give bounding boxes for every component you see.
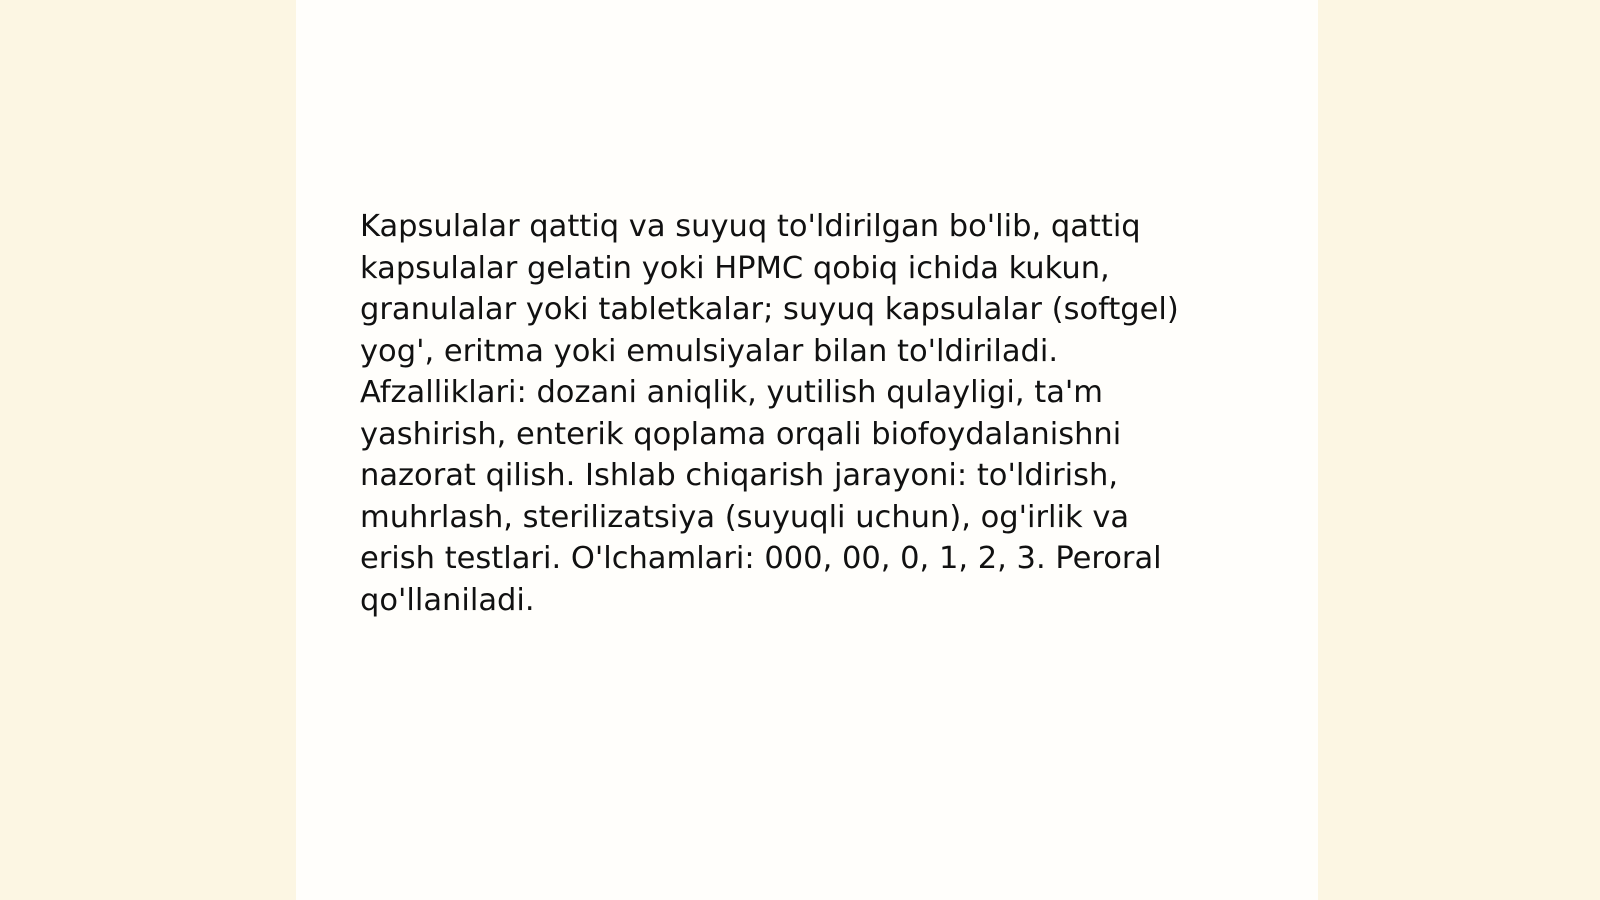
paragraph-line-4: yog', eritma yoki emulsiyalar bilan to'ldiriladi. [360,333,1059,369]
body-paragraph [360,206,1260,621]
paragraph-line-1: Kapsulalar qattiq va suyuq to'ldirilgan bo'lib, qattiq [360,209,1141,244]
paragraph-line-10: qo'llaniladi. [360,582,535,618]
paragraph-line-6: yashirish, enterik qoplama orqali biofoydalanishni [360,416,1122,452]
document-page [296,0,1318,900]
paragraph-line-7: nazorat qilish. Ishlab chiqarish jarayoni: to'ldirish, [360,458,1119,493]
paragraph-line-5: Afzalliklari: dozani aniqlik, yutilish qulayligi, ta'm [360,375,1104,410]
paragraph-line-8: muhrlash, sterilizatsiya (suyuqli uchun), og'irlik va [360,499,1130,535]
paragraph-line-2: kapsulalar gelatin yoki HPMC qobiq ichida kukun, [360,250,1110,286]
paragraph-line-9: erish testlari. O'lchamlari: 000, 00, 0, 1, 2, 3. Peroral [360,541,1162,576]
paragraph-line-3: granulalar yoki tabletkalar; suyuq kapsulalar (softgel) [360,292,1179,327]
